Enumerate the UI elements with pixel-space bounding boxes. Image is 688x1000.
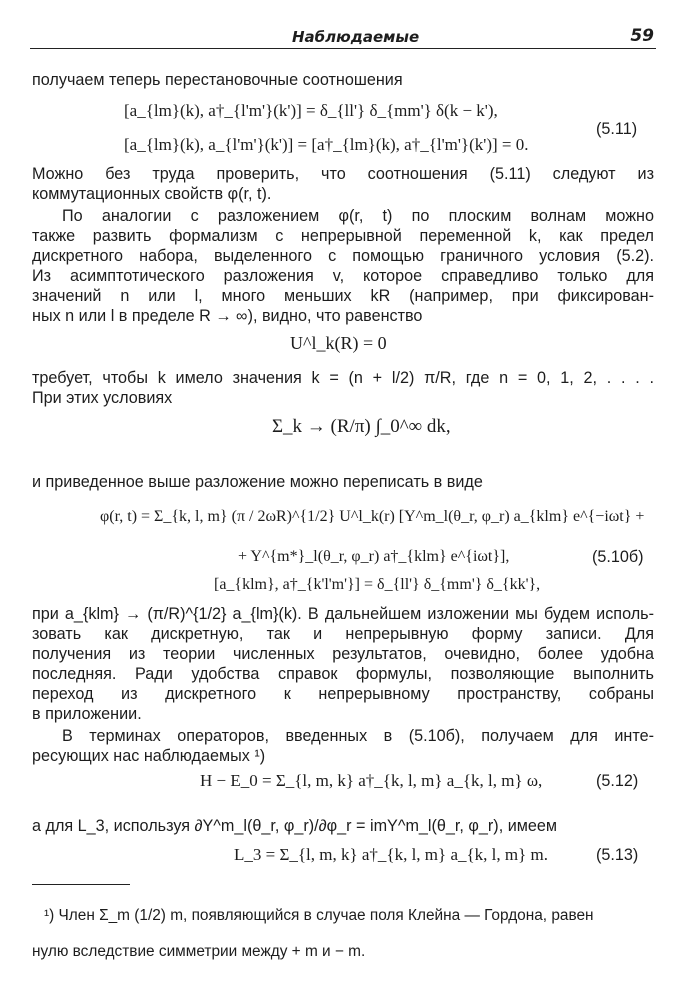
paragraph-6-line-6: в приложении. [32,705,142,723]
paragraph-4-line-2: При этих условиях [32,389,173,407]
equation-sum-to-integral: Σ_k → (R/π) ∫_0^∞ dk, [272,416,451,437]
equation-number-5-11: (5.11) [596,120,638,138]
equation-number-5-13: (5.13) [596,846,639,864]
paragraph-5-line-1: и приведенное выше разложение можно переписать в виде [32,473,483,491]
paragraph-3-line-3: дискретного набора, выделенного с помощью граничного условия (5.2). [32,247,654,265]
paragraph-intro: получаем теперь перестановочные соотношения [32,71,403,89]
equation-5-13: L_3 = Σ_{l, m, k} a†_{k, l, m} a_{k, l, m} m. [234,845,548,864]
paragraph-4-line-1: требует, чтобы k имело значения k = (n + l/2) π/R, где n = 0, 1, 2, . . . . [32,369,654,387]
paragraph-3-line-4: Из асимптотического разложения v, которое справедливо только для [32,267,654,285]
paragraph-7-line-2: ресующих нас наблюдаемых ¹) [32,747,266,765]
equation-number-5-10b: (5.10б) [592,548,644,566]
paragraph-6-line-1: при a_{klm} → (π/R)^{1/2} a_{lm}(k). В дальнейшем изложении мы будем исполь- [32,605,654,623]
paragraph-2-line-1: Можно без труда проверить, что соотношения (5.11) следуют из [32,165,654,183]
equation-5-10b-line1: φ(r, t) = Σ_{k, l, m} (π / 2ωR)^{1/2} U^l_k(r) [Y^m_l(θ_r, φ_r) a_{klm} e^{−iωt} + [100,508,645,525]
page-header [30,26,656,49]
equation-5-10b-line3: [a_{klm}, a†_{k'l'm'}] = δ_{ll'} δ_{mm'} δ_{kk'}, [214,576,541,593]
equation-5-10b-line2: + Y^{m*}_l(θ_r, φ_r) a†_{klm} e^{iωt}], [238,548,510,565]
equation-5-12: H − E_0 = Σ_{l, m, k} a†_{k, l, m} a_{k, l, m} ω, [200,771,543,790]
paragraph-6-line-3: получения из теории численных результатов, очевидно, более удобна [32,645,654,663]
paragraph-8-line-1: а для L_3, используя ∂Y^m_l(θ_r, φ_r)/∂φ_r = imY^m_l(θ_r, φ_r), имеем [32,817,558,835]
paragraph-6-line-2: зовать как дискретную, так и непрерывную форму записи. Для [32,625,654,643]
page-number: 59 [630,26,654,46]
paragraph-7-line-1: В терминах операторов, введенных в (5.10б), получаем для инте- [62,727,654,745]
footnote-rule [32,884,130,885]
running-head: Наблюдаемые [292,28,420,46]
equation-5-11-line2: [a_{lm}(k), a_{l'm'}(k')] = [a†_{lm}(k), a†_{l'm'}(k')] = 0. [124,135,529,154]
footnote-line-1: ¹) Член Σ_m (1/2) m, появляющийся в случае поля Клейна — Гордона, равен [44,907,594,924]
paragraph-3-line-1: По аналогии с разложением φ(r, t) по плоским волнам можно [62,207,654,225]
paragraph-6-line-5: переход из дискретного к непрерывному пространству, собраны [32,685,654,703]
footnote-line-2: нулю вследствие симметрии между + m и − m. [32,943,366,960]
paragraph-3-line-6: ных n или l в пределе R → ∞), видно, что равенство [32,307,423,325]
paragraph-3-line-2: также развить формализм с непрерывной переменной k, как предел [32,227,654,245]
paragraph-2-line-2: коммутационных свойств φ(r, t). [32,185,272,203]
paragraph-6-line-4: последняя. Ради удобства справок формулы, позволяющие выполнить [32,665,654,683]
paragraph-3-line-5: значений n или l, много меньших kR (например, при фиксирован- [32,287,654,305]
equation-number-5-12: (5.12) [596,772,639,790]
equation-boundary-condition: U^l_k(R) = 0 [290,333,387,353]
equation-5-11-line1: [a_{lm}(k), a†_{l'm'}(k')] = δ_{ll'} δ_{mm'} δ(k − k'), [124,101,498,120]
